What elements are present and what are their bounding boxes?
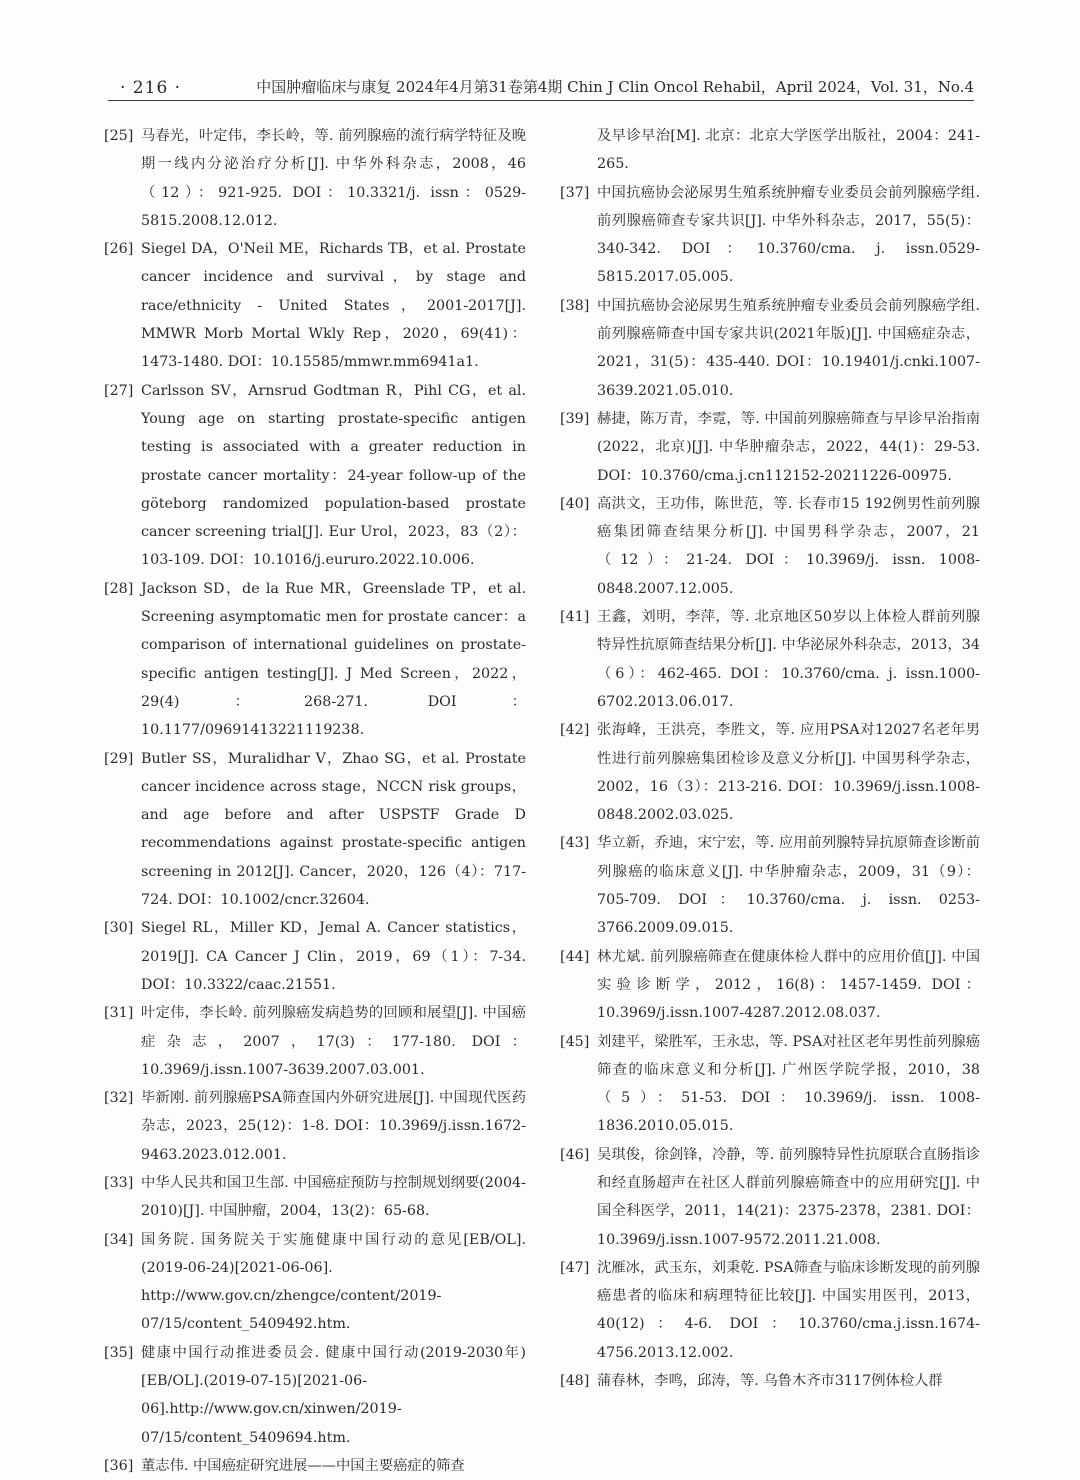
- reference-item: [560, 716, 980, 829]
- reference-text: 马春光，叶定伟，李长岭，等. 前列腺癌的流行病学特征及晚期一线内分泌治疗分析[J]. 中华外科杂志，2008，46（12）：921-925. DOI：10.3321/j. issn：0529-5815.2008.12.012.: [141, 128, 526, 229]
- reference-continuation: 及早诊早治[M]. 北京：北京大学医学出版社，2004：241-265.: [597, 128, 980, 173]
- reference-item: [104, 999, 526, 1084]
- page-number: · 216 ·: [120, 78, 182, 98]
- reference-text: Jackson SD，de la Rue MR，Greenslade TP，et al. Screening asymptomatic men for prostate cancer：a comparison of international guidelines on prostate-specific antigen testing[J]. J Med Screen，2022，29(4)：268-271. DOI：10.1177/09691413221119238.: [141, 580, 526, 739]
- reference-number: [44]: [560, 948, 590, 965]
- reference-text: 高洪文，王功伟，陈世范，等. 长春市15 192例男性前列腺癌集团筛查结果分析[J]. 中国男科学杂志，2007，21（12）：21-24. DOI：10.3969/j. issn. 1008-0848.2007.12.005.: [597, 495, 980, 597]
- reference-number: [33]: [104, 1174, 134, 1191]
- reference-text: 中国抗癌协会泌尿男生殖系统肿瘤专业委员会前列腺癌学组. 前列腺癌筛查专家共识[J]. 中华外科杂志，2017，55(5)：340-342. DOI：10.3760/cma. j. issn.0529-5815.2017.05.005.: [597, 184, 980, 286]
- reference-number: [34]: [104, 1231, 134, 1248]
- reference-text: 蒲春林，李鸣，邱涛，等. 乌鲁木齐市3117例体检人群: [597, 1373, 943, 1390]
- reference-item: [104, 1084, 526, 1169]
- reference-item: [104, 575, 526, 745]
- reference-text: 中华人民共和国卫生部. 中国癌症预防与控制规划纲要(2004-2010)[J]. 中国肿瘤，2004，13(2)：65-68.: [141, 1174, 526, 1220]
- reference-number: [35]: [104, 1344, 134, 1361]
- reference-number: [45]: [560, 1033, 590, 1050]
- reference-text: 国务院. 国务院关于实施健康中国行动的意见[EB/OL].(2019-06-24)[2021-06-06]. http://www.gov.cn/zhengce/content/2019-07/15/content_5409492.htm.: [141, 1231, 526, 1333]
- reference-item: [104, 745, 526, 915]
- reference-item: [560, 179, 980, 292]
- reference-number: [25]: [104, 128, 134, 144]
- reference-item: [560, 1028, 980, 1141]
- reference-number: [27]: [104, 382, 134, 399]
- reference-item: [104, 1452, 526, 1480]
- reference-number: [37]: [560, 184, 590, 201]
- reference-number: [28]: [104, 580, 134, 597]
- reference-item: [104, 122, 526, 235]
- reference-number: [42]: [560, 722, 590, 739]
- reference-text: 张海峰，王洪亮，李胜文，等. 应用PSA对12027名老年男性进行前列腺癌集团检诊及意义分析[J]. 中国男科学杂志，2002，16（3）：213-216. DOI：10.3969/j.issn.1008-0848.2002.03.025.: [597, 722, 980, 824]
- reference-text: 叶定伟，李长岭. 前列腺癌发病趋势的回顾和展望[J]. 中国癌症杂志，2007，17(3)：177-180. DOI：10.3969/j.issn.1007-3639.2007.03.001.: [141, 1005, 526, 1078]
- reference-number: [47]: [560, 1259, 590, 1276]
- reference-item: [104, 377, 526, 575]
- reference-text: 赫捷，陈万青，李霓，等. 中国前列腺癌筛查与早诊早治指南(2022，北京)[J]. 中华肿瘤杂志，2022，44(1)：29-53. DOI：10.3760/cma.j.cn112152-20211226-00975.: [597, 410, 980, 484]
- reference-text: 王鑫，刘明，李萍，等. 北京地区50岁以上体检人群前列腺特异性抗原筛查结果分析[J]. 中华泌尿外科杂志，2013，34（6）：462-465. DOI：10.3760/cma. j. issn.1000-6702.2013.06.017.: [597, 609, 980, 710]
- reference-column-right: [560, 122, 980, 1395]
- reference-text: Butler SS，Muralidhar V，Zhao SG，et al. Prostate cancer incidence across stage，NCCN risk groups，and age before and after USPSTF Grade D recommendations against prostate-specific antigen screening in 2012[J]. Cancer，2020，126（4）：717-724. DOI：10.1002/cncr.32604.: [141, 750, 526, 909]
- reference-column-left: [104, 122, 526, 1480]
- reference-number: [43]: [560, 835, 590, 852]
- reference-item: [104, 235, 526, 376]
- reference-text: 中国抗癌协会泌尿男生殖系统肿瘤专业委员会前列腺癌学组. 前列腺癌筛查中国专家共识(2021年版)[J]. 中国癌症杂志，2021，31(5)：435-440. DOI：10.19401/j.cnki.1007-3639.2021.05.010.: [597, 297, 980, 399]
- reference-item: [560, 603, 980, 716]
- reference-number: [26]: [104, 241, 134, 258]
- reference-number: [29]: [104, 750, 134, 767]
- reference-item: [560, 405, 980, 490]
- reference-item: [560, 829, 980, 942]
- reference-text: Carlsson SV，Arnsrud Godtman R，Pihl CG，et al. Young age on starting prostate-specific antigen testing is associated with a greater reduction in prostate cancer mortality：24-year follow-up of the göteborg randomized population-based prostate cancer screening trial[J]. Eur Urol，2023，83（2）：103-109. DOI：10.1016/j.eururo.2022.10.006.: [141, 382, 526, 569]
- reference-item: [560, 490, 980, 603]
- reference-item: [560, 1141, 980, 1254]
- reference-number: [40]: [560, 495, 590, 512]
- reference-number: [48]: [560, 1373, 590, 1390]
- reference-item: [560, 1254, 980, 1367]
- reference-text: 林尤斌. 前列腺癌筛查在健康体检人群中的应用价值[J]. 中国实验诊断学，2012，16(8)：1457-1459. DOI：10.3969/j.issn.1007-4287.2012.08.037.: [597, 948, 980, 1022]
- reference-text: 毕新刚. 前列腺癌PSA筛查国内外研究进展[J]. 中国现代医药杂志，2023，25(12)：1-8. DOI：10.3969/j.issn.1672-9463.2023.012.001.: [141, 1090, 526, 1163]
- reference-item: [104, 1339, 526, 1452]
- reference-item: [560, 1367, 980, 1395]
- reference-text: 健康中国行动推进委员会. 健康中国行动(2019-2030年)[EB/OL].(2019-07-15)[2021-06-06].http://www.gov.cn/xinwen/2019-07/15/content_5409694.htm.: [141, 1344, 526, 1446]
- reference-text: 刘建平，梁胜军，王永忠，等. PSA对社区老年男性前列腺癌筛查的临床意义和分析[J]. 广州医学院学报，2010，38（5）：51-53. DOI：10.3969/j. issn. 1008-1836.2010.05.015.: [597, 1033, 980, 1135]
- reference-number: [32]: [104, 1090, 134, 1107]
- reference-text: 沈雁冰，武玉东，刘秉乾. PSA筛查与临床诊断发现的前列腺癌患者的临床和病理特征比较[J]. 中国实用医刊，2013，40(12)：4-6. DOI：10.3760/cma.j.issn.1674-4756.2013.12.002.: [597, 1259, 980, 1361]
- reference-text: Siegel DA，O'Neil ME，Richards TB，et al. Prostate cancer incidence and survival，by stage and race/ethnicity - United States，2001-2017[J]. MMWR Morb Mortal Wkly Rep，2020，69(41)：1473-1480. DOI：10.15585/mmwr.mm6941a1.: [141, 241, 526, 371]
- reference-item: [104, 1169, 526, 1226]
- reference-text: 华立新，乔迪，宋宁宏，等. 应用前列腺特异抗原筛查诊断前列腺癌的临床意义[J]. 中华肿瘤杂志，2009，31（9）：705-709. DOI：10.3760/cma. j. issn. 0253-3766.2009.09.015.: [597, 835, 980, 937]
- reference-item: [104, 1226, 526, 1339]
- reference-number: [36]: [104, 1457, 134, 1474]
- reference-item: [560, 292, 980, 405]
- reference-number: [30]: [104, 920, 134, 937]
- reference-item: [104, 914, 526, 999]
- reference-number: [31]: [104, 1005, 134, 1022]
- reference-text: 董志伟. 中国癌症研究进展——中国主要癌症的筛查: [141, 1457, 465, 1474]
- reference-number: [39]: [560, 410, 590, 427]
- reference-text: 吴琪俊，徐剑锋，冷静，等. 前列腺特异性抗原联合直肠指诊和经直肠超声在社区人群前列腺癌筛查中的应用研究[J]. 中国全科医学，2011，14(21)：2375-2378，2381. DOI：10.3969/j.issn.1007-9572.2011.21.008.: [597, 1146, 980, 1248]
- reference-text: Siegel RL，Miller KD，Jemal A. Cancer statistics，2019[J]. CA Cancer J Clin，2019，69（1）：7-34. DOI：10.3322/caac.21551.: [141, 920, 526, 993]
- reference-number: [41]: [560, 609, 590, 626]
- reference-number: [46]: [560, 1146, 590, 1163]
- reference-item: [560, 943, 980, 1028]
- page-header: [108, 72, 974, 101]
- running-head: 中国肿瘤临床与康复 2024年4月第31卷第4期 Chin J Clin Oncol Rehabil，April 2024，Vol. 31，No.4: [256, 78, 974, 96]
- reference-number: [38]: [560, 297, 590, 314]
